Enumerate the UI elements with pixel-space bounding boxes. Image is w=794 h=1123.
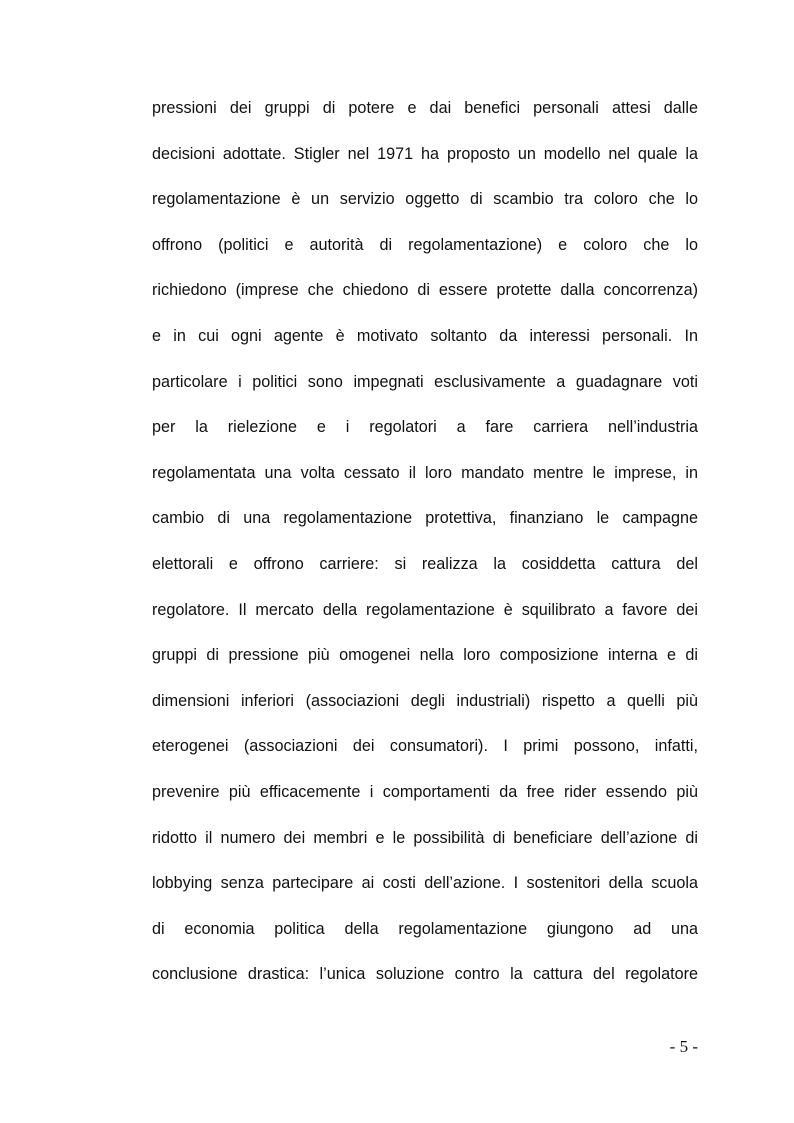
text-line: prevenire più efficacemente i comportamenti da free rider essendo più: [152, 782, 698, 801]
text-line: regolamentata una volta cessato il loro mandato mentre le imprese, in: [152, 463, 698, 482]
text-line: elettorali e offrono carriere: si realizza la cosiddetta cattura del: [152, 554, 698, 573]
page-number: - 5 -: [669, 1037, 698, 1056]
text-line: offrono (politici e autorità di regolamentazione) e coloro che lo: [152, 235, 698, 254]
text-line: conclusione drastica: l’unica soluzione contro la cattura del regolatore: [152, 965, 698, 984]
text-line: eterogenei (associazioni dei consumatori). I primi possono, infatti,: [152, 737, 698, 756]
text-line: decisioni adottate. Stigler nel 1971 ha proposto un modello nel quale la: [152, 144, 698, 163]
text-line: e in cui ogni agente è motivato soltanto da interessi personali. In: [152, 326, 698, 345]
text-line: dimensioni inferiori (associazioni degli industriali) rispetto a quelli più: [152, 691, 698, 710]
text-line: di economia politica della regolamentazione giungono ad una: [152, 919, 698, 938]
text-line: regolamentazione è un servizio oggetto di scambio tra coloro che lo: [152, 190, 698, 209]
body-paragraph: [152, 88, 698, 1000]
text-line: cambio di una regolamentazione protettiva, finanziano le campagne: [152, 509, 698, 528]
text-line: ridotto il numero dei membri e le possibilità di beneficiare dell’azione di: [152, 828, 698, 847]
text-line: pressioni dei gruppi di potere e dai benefici personali attesi dalle: [152, 99, 698, 117]
text-line: particolare i politici sono impegnati esclusivamente a guadagnare voti: [152, 372, 698, 391]
text-line: gruppi di pressione più omogenei nella loro composizione interna e di: [152, 646, 698, 665]
text-line: lobbying senza partecipare ai costi dell’azione. I sostenitori della scuola: [152, 874, 698, 893]
text-line: richiedono (imprese che chiedono di essere protette dalla concorrenza): [152, 281, 698, 300]
text-line: regolatore. Il mercato della regolamentazione è squilibrato a favore dei: [152, 600, 698, 619]
text-line: per la rielezione e i regolatori a fare carriera nell’industria: [152, 418, 698, 437]
